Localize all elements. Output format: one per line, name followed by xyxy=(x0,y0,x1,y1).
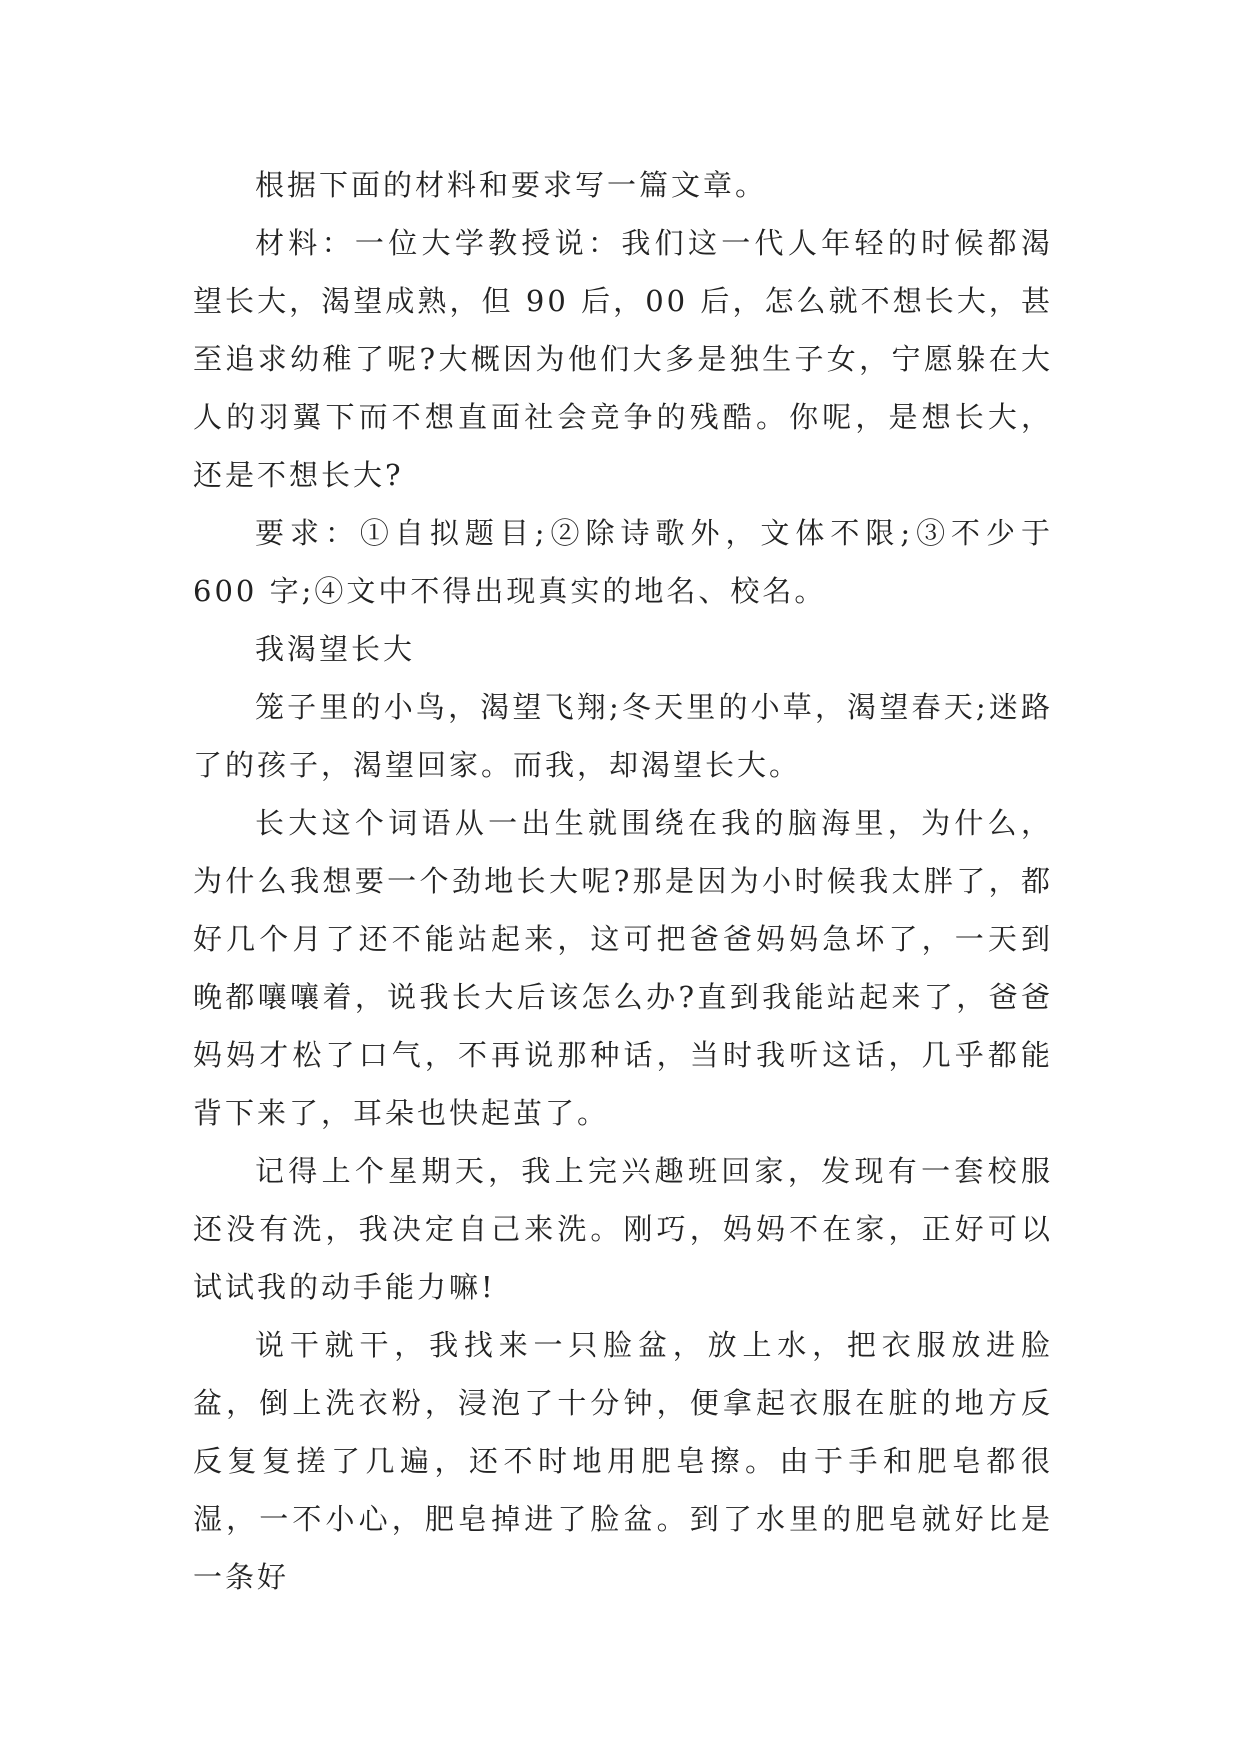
prompt-material: 材料：一位大学教授说：我们这一代人年轻的时候都渴望长大，渴望成熟，但 90 后，00 后，怎么就不想长大，甚至追求幼稚了呢?大概因为他们大多是独生子女，宁愿躲在大人的羽翼下而不想直面社会竞争的残酷。你呢，是想长大，还是不想长大? xyxy=(193,226,1053,492)
essay-title: 我渴望长大 xyxy=(255,632,416,666)
essay-paragraph: 说干就干，我找来一只脸盆，放上水，把衣服放进脸盆，倒上洗衣粉，浸泡了十分钟，便拿起衣服在脏的地方反反复复搓了几遍，还不时地用肥皂擦。由于手和肥皂都很湿，一不小心，肥皂掉进了脸盆。到了水里的肥皂就好比是一条好 xyxy=(193,1328,1053,1594)
prompt-instruction: 根据下面的材料和要求写一篇文章。 xyxy=(255,168,768,202)
document-body xyxy=(193,156,1053,1606)
essay-paragraph: 记得上个星期天，我上完兴趣班回家，发现有一套校服还没有洗，我决定自己来洗。刚巧，妈妈不在家，正好可以试试我的动手能力嘛! xyxy=(193,1154,1053,1304)
essay-paragraph: 笼子里的小鸟，渴望飞翔;冬天里的小草，渴望春天;迷路了的孩子，渴望回家。而我，却渴望长大。 xyxy=(193,690,1053,782)
prompt-requirements: 要求：①自拟题目;②除诗歌外，文体不限;③不少于 600 字;④文中不得出现真实的地名、校名。 xyxy=(193,516,1053,608)
essay-paragraph: 长大这个词语从一出生就围绕在我的脑海里，为什么，为什么我想要一个劲地长大呢?那是因为小时候我太胖了，都好几个月了还不能站起来，这可把爸爸妈妈急坏了，一天到晚都嚷嚷着，说我长大后该怎么办?直到我能站起来了，爸爸妈妈才松了口气，不再说那种话，当时我听这话，几乎都能背下来了，耳朵也快起茧了。 xyxy=(193,806,1053,1130)
